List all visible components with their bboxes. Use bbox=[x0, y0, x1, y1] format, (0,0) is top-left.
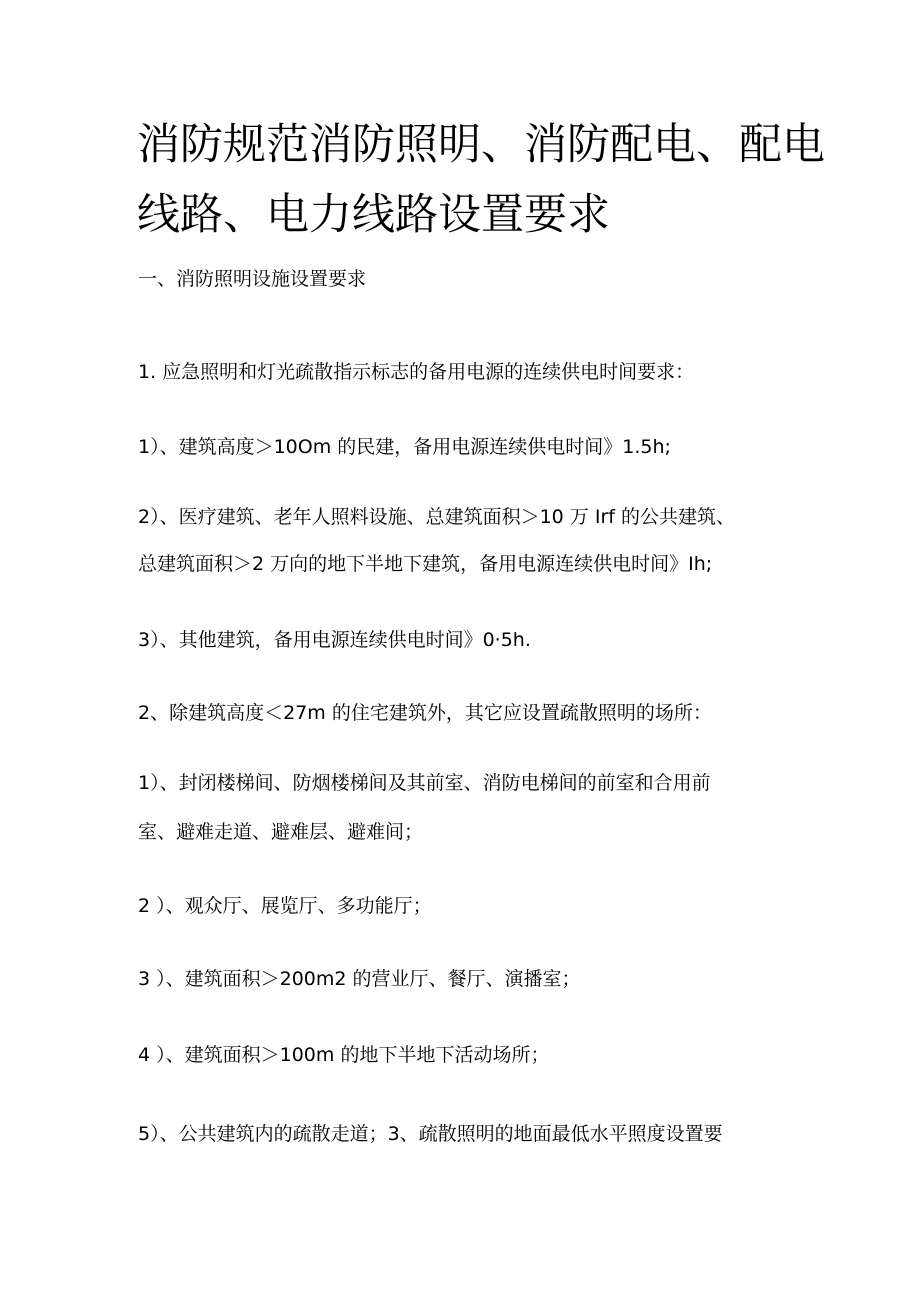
paragraph-line: 5）、公共建筑内的疏散走道；3、疏散照明的地面最低水平照度设置要 bbox=[138, 1123, 723, 1145]
paragraph-line: 1）、封闭楼梯间、防烟楼梯间及其前室、消防电梯间的前室和合用前 bbox=[138, 772, 711, 794]
paragraph-line: 2）、医疗建筑、老年人照料设施、总建筑面积＞10 万 Irf 的公共建筑、 bbox=[138, 506, 735, 528]
paragraph-line: 室、避难走道、避难层、避难间； bbox=[138, 821, 424, 843]
paragraph-line: 1）、建筑高度＞10Om 的民建，备用电源连续供电时间》1.5h; bbox=[138, 436, 671, 458]
paragraph-line: 1. 应急照明和灯光疏散指示标志的备用电源的连续供电时间要求： bbox=[138, 361, 695, 383]
document-title-line-1: 消防规范消防照明、消防配电、配电 bbox=[137, 120, 825, 170]
paragraph-line: 3 ）、建筑面积＞200m2 的营业厅、餐厅、演播室； bbox=[138, 968, 581, 990]
paragraph-line: 总建筑面积＞2 万向的地下半地下建筑，备用电源连续供电时间》Ih; bbox=[138, 553, 713, 575]
section-heading: 一、消防照明设施设置要求 bbox=[138, 268, 367, 290]
paragraph-line: 2、除建筑高度＜27m 的住宅建筑外，其它应设置疏散照明的场所： bbox=[138, 702, 712, 724]
document-title-line-2: 线路、电力线路设置要求 bbox=[137, 190, 610, 240]
paragraph-line: 2 ）、观众厅、展览厅、多功能厅； bbox=[138, 895, 432, 917]
paragraph-line: 3）、其他建筑，备用电源连续供电时间》0·5h. bbox=[138, 629, 531, 651]
paragraph-line: 4 ）、建筑面积＞100m 的地下半地下活动场所； bbox=[138, 1044, 550, 1066]
